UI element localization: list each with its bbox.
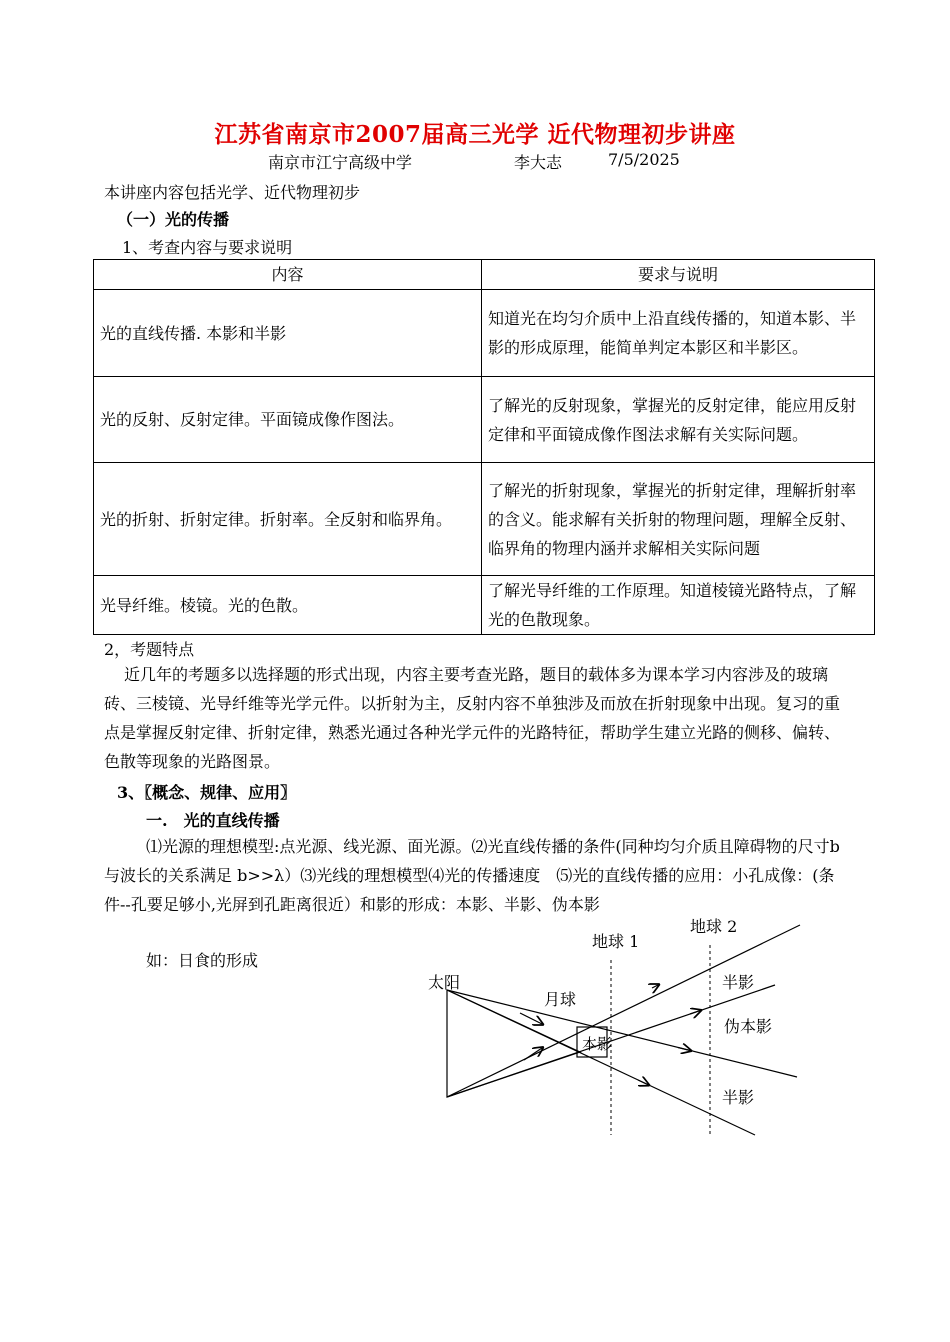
school-name: 南京市江宁高级中学 <box>268 153 413 172</box>
author-name: 李大志 <box>514 153 563 172</box>
requirements-table <box>93 259 875 635</box>
section-heading: （一）光的传播 <box>117 210 230 229</box>
table-cell-requirement: 知道光在均匀介质中上沿直线传播的，知道本影、半影的形成原理，能简单判定本影区和半影区。 <box>482 290 875 377</box>
straight-propagation-paragraph: ⑴光源的理想模型:点光源、线光源、面光源。⑵光直线传播的条件(同种均匀介质且障碍物的尺寸b与波长的关系满足 b>>λ）⑶光线的理想模型⑷光的传播速度 ⑸光的直线传播的应用：小孔成像：(条件--孔要足够小,光屏到孔距离很近）和影的形成：本影、半影、伪本影 <box>104 837 840 914</box>
subsection-3-heading: 3、〖概念、规律、应用〗 <box>117 783 297 802</box>
label-earth-1: 地球 1 <box>592 932 640 951</box>
table-cell-requirement: 了解光的反射现象，掌握光的反射定律，能应用反射定律和平面镜成像作图法求解有关实际问题。 <box>482 377 875 463</box>
table-header-requirement: 要求与说明 <box>482 260 875 290</box>
table-cell-content: 光的直线传播. 本影和半影 <box>94 290 482 377</box>
subsection-2-heading: 2，考题特点 <box>104 640 195 659</box>
table-row <box>94 463 875 576</box>
ray-arrow <box>690 1011 700 1014</box>
label-umbra: 本影 <box>582 1035 613 1053</box>
ray-arrow <box>652 985 658 988</box>
table-header-content: 内容 <box>94 260 482 290</box>
subsection-1-heading: 1、考查内容与要求说明 <box>122 238 293 257</box>
label-earth-2: 地球 2 <box>690 917 738 936</box>
label-pseudo-umbra: 伪本影 <box>724 1017 773 1036</box>
table-row <box>94 576 875 635</box>
solar-eclipse-diagram <box>400 915 820 1145</box>
ray-arrow <box>638 1080 648 1085</box>
table-cell-requirement: 了解光导纤维的工作原理。知道棱镜光路特点，了解光的色散现象。 <box>482 576 875 635</box>
ray-arrow <box>520 1013 542 1024</box>
ray <box>447 990 755 1135</box>
table-cell-requirement: 了解光的折射现象，掌握光的折射定律，理解折射率的含义。能求解有关折射的物理问题，理解全反射、临界角的物理内涵并求解相关实际问题 <box>482 463 875 576</box>
exam-features-paragraph: 近几年的考题多以选择题的形式出现，内容主要考查光路，题目的载体多为课本学习内容涉及的玻璃砖、三棱镜、光导纤维等光学元件。以折射为主，反射内容不单独涉及而放在折射现象中出现。复习的重点是掌握反射定律、折射定律，熟悉光通过各种光学元件的光路特征，帮助学生建立光路的侧移、偏转、色散等现象的光路图景。 <box>104 665 841 771</box>
ray-arrow <box>678 1048 690 1051</box>
straight-propagation-heading: 一. 光的直线传播 <box>146 811 280 830</box>
table-row <box>94 290 875 377</box>
table-cell-content: 光的折射、折射定律。折射率。全反射和临界角。 <box>94 463 482 576</box>
label-penumbra-bottom: 半影 <box>722 1088 755 1107</box>
label-moon: 月球 <box>544 990 577 1009</box>
label-penumbra-top: 半影 <box>722 973 755 992</box>
table-header-row <box>94 260 875 290</box>
table-row <box>94 377 875 463</box>
intro-text: 本讲座内容包括光学、近代物理初步 <box>104 183 361 202</box>
label-sun: 太阳 <box>428 973 461 992</box>
table-cell-content: 光的反射、反射定律。平面镜成像作图法。 <box>94 377 482 463</box>
ray-arrow <box>524 1048 542 1060</box>
document-date: 7/5/2025 <box>608 150 680 169</box>
document-title: 江苏省南京市2007届高三光学 近代物理初步讲座 <box>214 121 736 148</box>
table-cell-content: 光导纤维。棱镜。光的色散。 <box>94 576 482 635</box>
example-text: 如：日食的形成 <box>146 951 259 970</box>
